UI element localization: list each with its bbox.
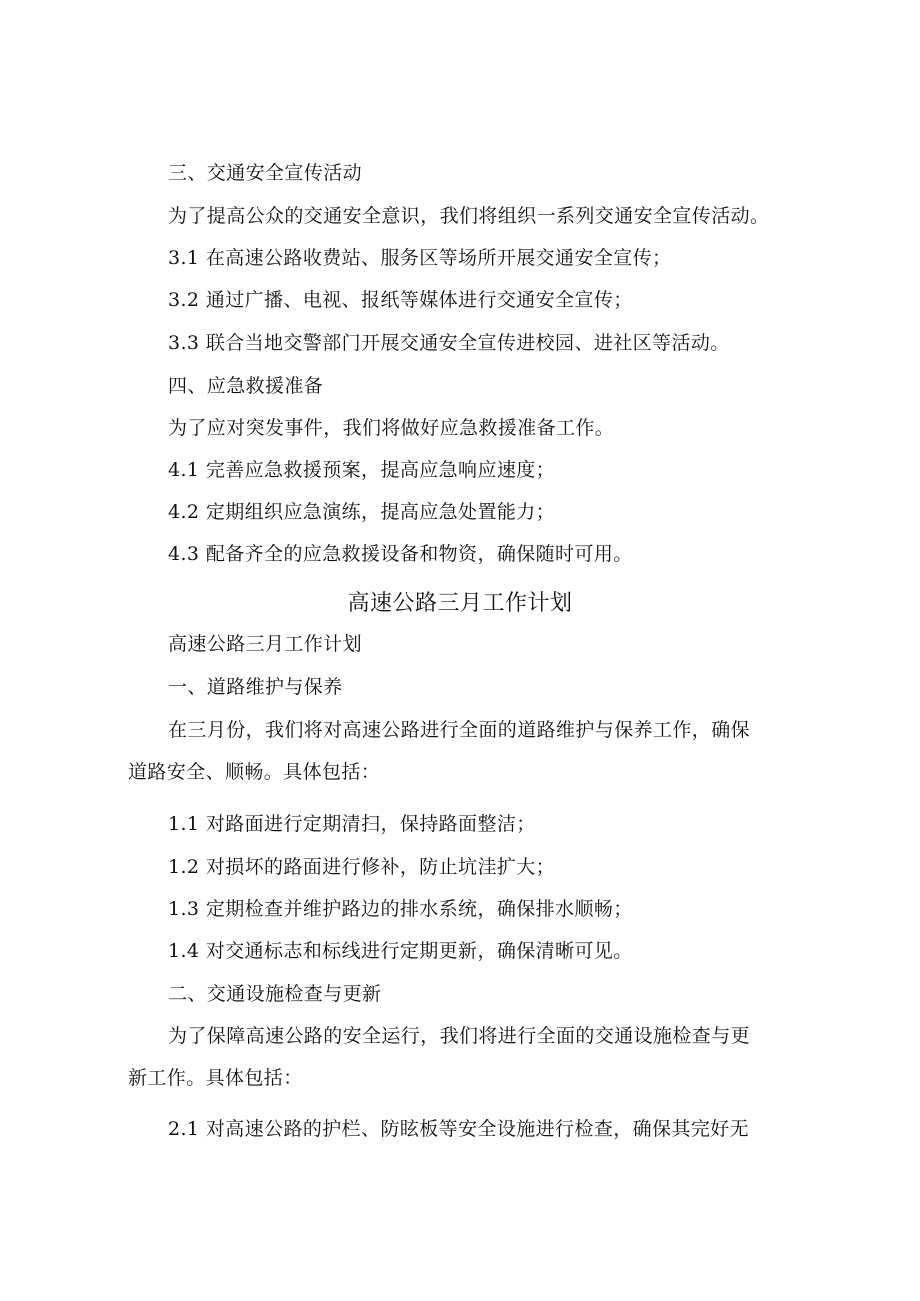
section3-intro: 为了提高公众的交通安全意识，我们将组织一系列交通安全宣传活动。 <box>168 205 770 227</box>
section3-item-1: 3.1 在高速公路收费站、服务区等场所开展交通安全宣传； <box>168 247 672 269</box>
plan1-item-3: 1.3 定期检查并维护路边的排水系统，确保排水顺畅； <box>168 898 633 920</box>
plan1-intro-line2: 道路安全、顺畅。具体包括： <box>128 761 381 783</box>
section3-item-3: 3.3 联合当地交警部门开展交通安全宣传进校园、进社区等活动。 <box>168 332 730 354</box>
section4-item-2: 4.2 定期组织应急演练，提高应急处置能力； <box>168 501 556 523</box>
plan2-item-1: 2.1 对高速公路的护栏、防眩板等安全设施进行检查，确保其完好无 <box>168 1118 750 1140</box>
plan1-item-2: 1.2 对损坏的路面进行修补，防止坑洼扩大； <box>168 856 556 878</box>
plan1-intro-line1: 在三月份，我们将对高速公路进行全面的道路维护与保养工作，确保 <box>168 719 751 741</box>
section4-heading: 四、应急救援准备 <box>168 375 324 397</box>
document-title: 高速公路三月工作计划 <box>347 591 573 616</box>
section3-heading: 三、交通安全宣传活动 <box>168 162 363 184</box>
plan1-item-4: 1.4 对交通标志和标线进行定期更新，确保清晰可见。 <box>168 940 633 962</box>
section4-item-1: 4.1 完善应急救援预案，提高应急响应速度； <box>168 459 556 481</box>
document-subtitle: 高速公路三月工作计划 <box>168 633 363 655</box>
plan2-intro-line2: 新工作。具体包括： <box>128 1067 303 1089</box>
plan1-item-1: 1.1 对路面进行定期清扫，保持路面整洁； <box>168 813 536 835</box>
plan2-intro-line1: 为了保障高速公路的安全运行，我们将进行全面的交通设施检查与更 <box>168 1025 751 1047</box>
section3-item-2: 3.2 通过广播、电视、报纸等媒体进行交通安全宣传； <box>168 289 633 311</box>
plan1-heading: 一、道路维护与保养 <box>168 676 343 698</box>
section4-intro: 为了应对突发事件，我们将做好应急救援准备工作。 <box>168 417 615 439</box>
section4-item-3: 4.3 配备齐全的应急救援设备和物资，确保随时可用。 <box>168 543 633 565</box>
plan2-heading: 二、交通设施检查与更新 <box>168 983 382 1005</box>
